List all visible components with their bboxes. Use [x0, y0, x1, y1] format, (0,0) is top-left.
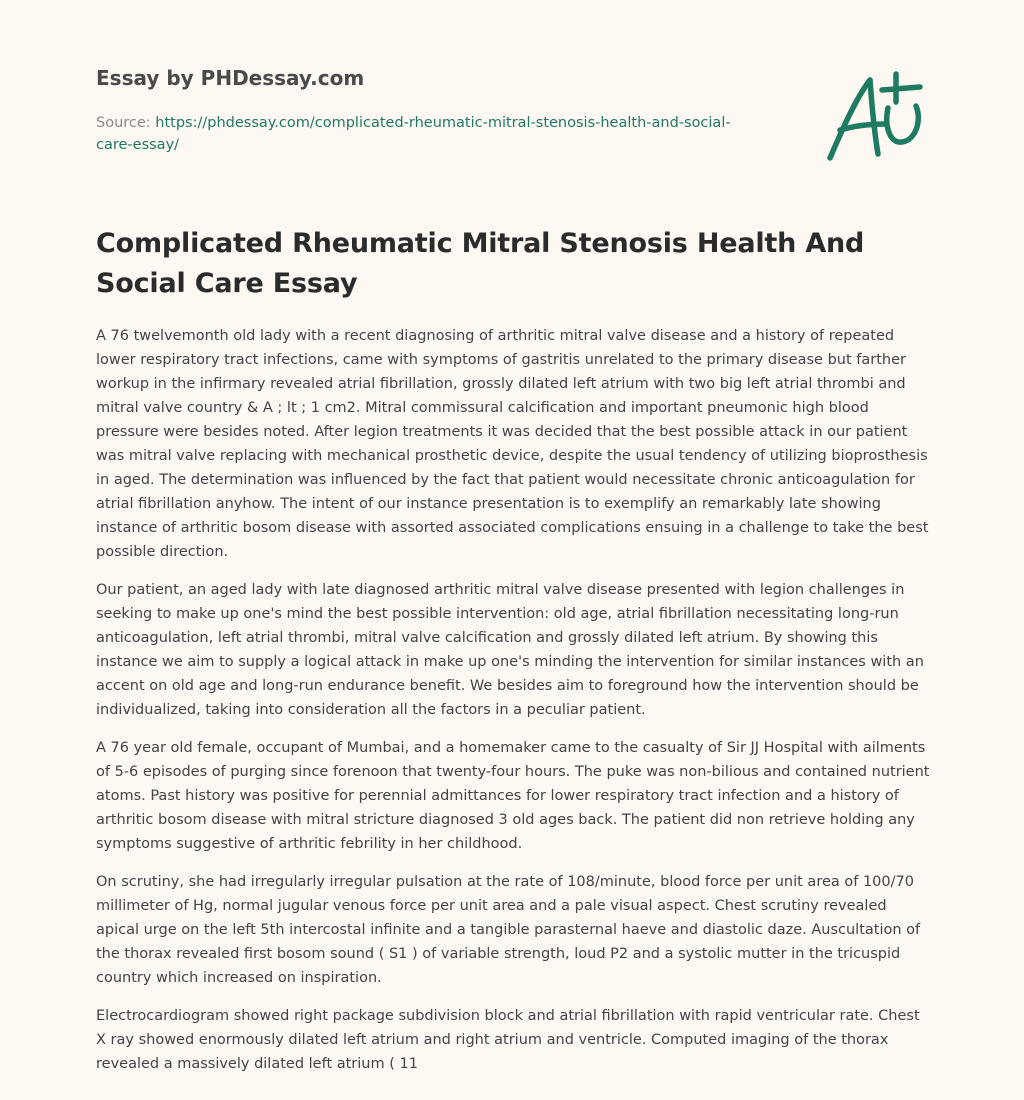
paragraph: Electrocardiogram showed right package subdivision block and atrial fibrillation with rapid ventricular rate. Chest X ray showed enormously dilated left atrium and right atrium and ventricle. Computed imaging of the thorax revealed a massively dilated left atrium ( 11: [96, 1008, 920, 1072]
page-header: [96, 64, 796, 156]
paragraph: A 76 year old female, occupant of Mumbai, and a homemaker came to the casualty of Sir JJ Hospital with ailments of 5-6 episodes of purging since forenoon that twenty-four hours. The puke was non-bilious and contained nutrient atoms. Past history was positive for perennial admittances for lower respiratory tract infection and a history of arthritic bosom disease with mitral stricture diagnosed 3 old ages back. The patient did non retrieve holding any symptoms suggestive of arthritic febrility in her childhood.: [96, 740, 930, 852]
paragraph: On scrutiny, she had irregularly irregular pulsation at the rate of 108/minute, blood force per unit area of 100/70 millimeter of Hg, normal jugular venous force per unit area and a pale visual aspect. Chest scrutiny revealed apical urge on the left 5th intercostal infinite and a tangible parasternal haeve and diastolic daze. Auscultation of the thorax revealed first bosom sound ( S1 ) of variable strength, loud P2 and a systolic mutter in the tricuspid country which increased on inspiration.: [96, 874, 921, 986]
source-line: [96, 112, 756, 156]
paragraph: A 76 twelvemonth old lady with a recent diagnosing of arthritic mitral valve disease and a history of repeated lower respiratory tract infections, came with symptoms of gastritis unrelated to the primary disease but farther workup in the infirmary revealed atrial fibrillation, grossly dilated left atrium with two big left atrial thrombi and mitral valve country & A ; lt ; 1 cm2. Mitral commissural calcification and important pneumonic high blood pressure were besides noted. After legion treatments it was decided that the best possible attack in our patient was mitral valve replacing with mechanical prosthetic device, despite the usual tendency of utilizing bioprosthesis in aged. The determination was influenced by the fact that patient would necessitate chronic anticoagulation for atrial fibrillation anyhow. The intent of our instance presentation is to exemplify an remarkably late showing instance of arthritic bosom disease with assorted associated complications ensuing in a challenge to take the best possible direction.: [96, 328, 929, 560]
source-label: Source:: [96, 115, 156, 131]
article-body: [96, 324, 932, 1090]
source-link[interactable]: https://phdessay.com/complicated-rheumatic-mitral-stenosis-health-and-social-care-essay/: [96, 115, 731, 153]
page-title: Complicated Rheumatic Mitral Stenosis Health And Social Care Essay: [96, 228, 865, 299]
site-brand: Essay by PHDessay.com: [96, 66, 365, 90]
a-plus-grade-icon: [820, 68, 930, 168]
paragraph: Our patient, an aged lady with late diagnosed arthritic mitral valve disease presented with legion challenges in seeking to make up one's mind the best possible intervention: old age, atrial fibrillation necessitating long-run anticoagulation, left atrial thrombi, mitral valve calcification and grossly dilated left atrium. By showing this instance we aim to supply a logical attack in make up one's minding the intervention for similar instances with an accent on old age and long-run endurance benefit. We besides aim to foreground how the intervention should be individualized, taking into consideration all the factors in a peculiar patient.: [96, 582, 924, 718]
